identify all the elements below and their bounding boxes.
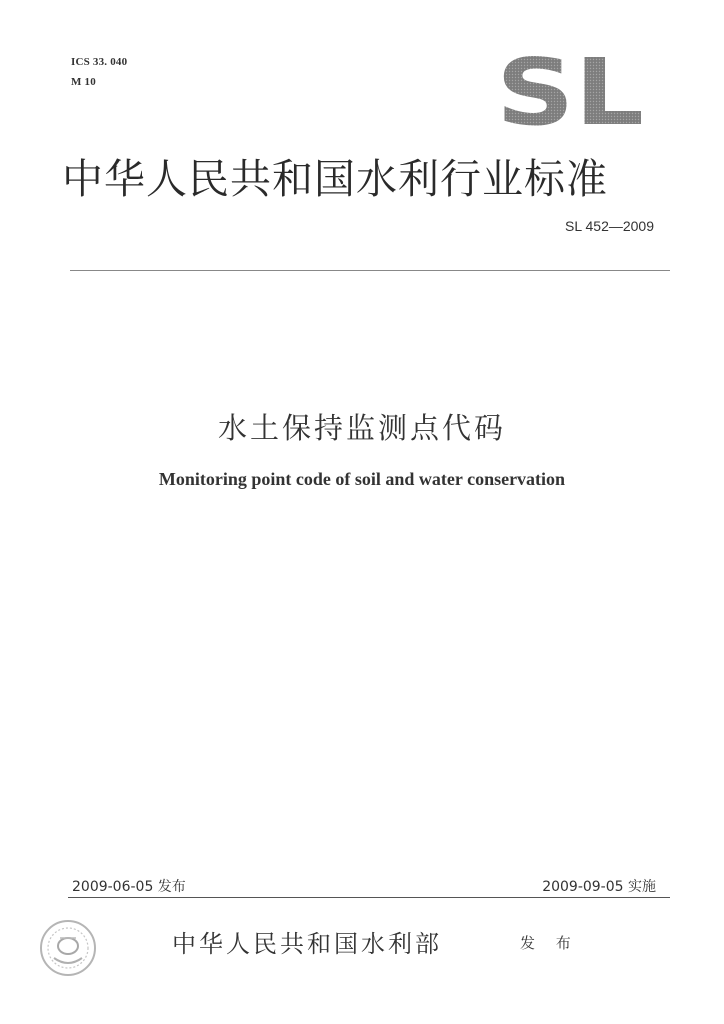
svg-text:SL: SL: [496, 52, 644, 127]
footer-divider: [68, 897, 670, 898]
issue-date: 2009-06-05 发布: [72, 879, 186, 895]
sl-logo: [496, 52, 646, 127]
publish-label: 发 布: [520, 934, 579, 952]
ics-code: ICS 33. 040: [71, 56, 128, 68]
ccs-code: M 10: [71, 76, 96, 88]
organization-title: 中华人民共和国水利行业标准: [62, 155, 608, 203]
document-title-english: Monitoring point code of soil and water conservation: [158, 469, 566, 489]
implementation-date: 2009-09-05 实施: [542, 879, 656, 895]
header-divider: [70, 270, 670, 271]
publisher-name: 中华人民共和国水利部: [172, 930, 442, 958]
ministry-seal-icon: [38, 918, 98, 978]
document-title-chinese: 水土保持监测点代码: [217, 411, 506, 445]
standard-number: SL 452—2009: [565, 218, 654, 234]
